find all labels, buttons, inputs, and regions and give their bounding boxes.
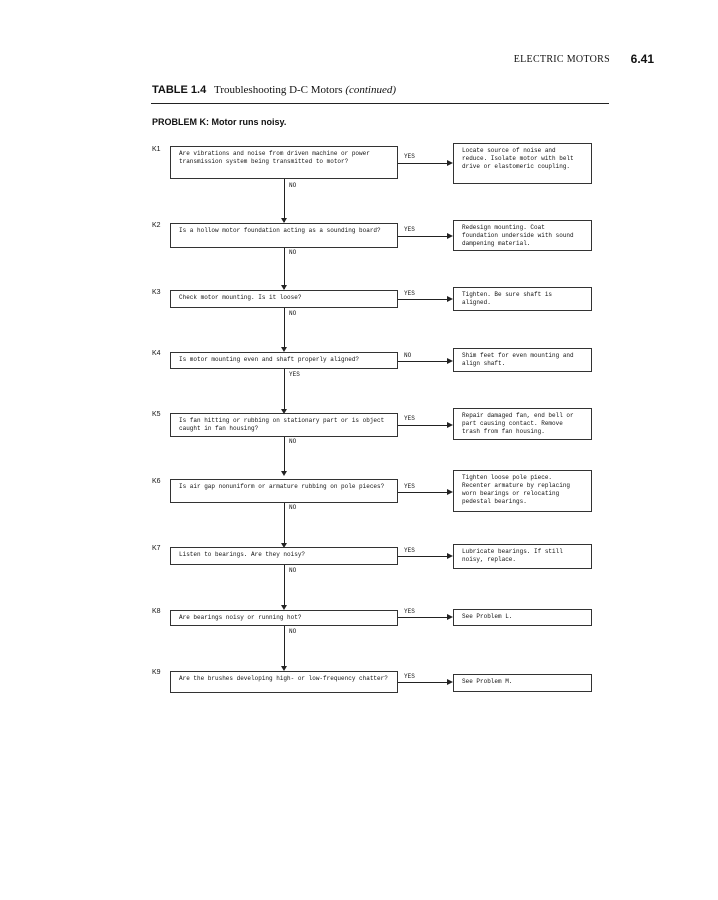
page-number: 6.41: [630, 52, 654, 66]
question-box: [170, 352, 398, 369]
action-box: [453, 674, 592, 692]
question-box: [170, 223, 398, 248]
connector: [284, 437, 285, 474]
action-text: Locate source of noise and reduce. Isolate motor with belt drive or elastomeric coupling.: [462, 147, 574, 170]
action-text: Shim feet for even mounting and align shaft.: [462, 352, 574, 367]
connector: [398, 163, 448, 164]
action-box: [453, 470, 592, 512]
question-box: [170, 671, 398, 693]
step-id: K1: [152, 146, 161, 153]
connector: [398, 425, 448, 426]
action-box: [453, 220, 592, 251]
running-title: ELECTRIC MOTORS: [513, 54, 610, 65]
step-id: K6: [152, 478, 161, 485]
next-label: NO: [289, 182, 297, 189]
step-id: K2: [152, 222, 161, 229]
connector: [398, 492, 448, 493]
action-box: [453, 609, 592, 626]
question-box: [170, 290, 398, 308]
question-text: Listen to bearings. Are they noisy?: [179, 551, 306, 558]
table-title: [214, 84, 396, 96]
problem-heading: PROBLEM K: Motor runs noisy.: [152, 117, 287, 127]
connector: [398, 617, 448, 618]
connector: [284, 503, 285, 546]
connector: [398, 299, 448, 300]
connector: [284, 248, 285, 289]
question-text: Is motor mounting even and shaft properly aligned?: [179, 356, 360, 363]
next-label: YES: [289, 371, 300, 378]
step-id: K3: [152, 289, 161, 296]
branch-label: YES: [404, 290, 415, 297]
action-box: [453, 408, 592, 440]
connector: [398, 682, 448, 683]
next-label: NO: [289, 438, 297, 445]
question-box: [170, 610, 398, 626]
branch-label: YES: [404, 226, 415, 233]
table-title-suffix: (continued): [345, 84, 397, 96]
question-text: Are vibrations and noise from driven machine or power transmission system being transmitted to motor?: [179, 150, 370, 165]
question-box: [170, 547, 398, 565]
connector: [398, 556, 448, 557]
branch-label: NO: [404, 352, 412, 359]
branch-label: YES: [404, 153, 415, 160]
connector: [284, 179, 285, 222]
question-text: Is fan hitting or rubbing on stationary part or is object caught in fan housing?: [179, 417, 385, 432]
step-id: K4: [152, 350, 161, 357]
next-label: NO: [289, 628, 297, 635]
question-box: [170, 146, 398, 179]
branch-label: YES: [404, 673, 415, 680]
question-box: [170, 479, 398, 503]
question-text: Is a hollow motor foundation acting as a sounding board?: [179, 227, 381, 234]
action-text: Tighten loose pole piece. Recenter armature by replacing worn bearings or relocating pedestal bearings.: [462, 474, 571, 505]
step-id: K5: [152, 411, 161, 418]
action-text: Tighten. Be sure shaft is aligned.: [462, 291, 553, 306]
action-box: [453, 544, 592, 569]
connector: [398, 361, 448, 362]
step-id: K7: [152, 545, 161, 552]
action-box: [453, 348, 592, 372]
connector: [398, 236, 448, 237]
branch-label: YES: [404, 608, 415, 615]
next-label: NO: [289, 249, 297, 256]
question-text: Are bearings noisy or running hot?: [179, 614, 302, 621]
question-text: Are the brushes developing high- or low-frequency chatter?: [179, 675, 388, 682]
arrow: [281, 471, 287, 476]
question-text: Check motor mounting. Is it loose?: [179, 294, 302, 301]
question-text: Is air gap nonuniform or armature rubbing on pole pieces?: [179, 483, 385, 490]
action-text: See Problem M.: [462, 678, 513, 685]
action-text: Repair damaged fan, end bell or part causing contact. Remove trash from fan housing.: [462, 412, 574, 435]
connector: [284, 308, 285, 350]
branch-label: YES: [404, 547, 415, 554]
question-box: [170, 413, 398, 437]
action-text: Lubricate bearings. If still noisy, replace.: [462, 548, 563, 563]
step-id: K9: [152, 669, 161, 676]
branch-label: YES: [404, 415, 415, 422]
action-text: Redesign mounting. Coat foundation underside with sound dampening material.: [462, 224, 574, 247]
step-id: K8: [152, 608, 161, 615]
table-title-text: Troubleshooting D-C Motors: [214, 84, 343, 96]
action-box: [453, 143, 592, 184]
branch-label: YES: [404, 483, 415, 490]
connector: [284, 626, 285, 669]
header-rule: [151, 103, 609, 104]
connector: [284, 369, 285, 412]
connector: [284, 565, 285, 608]
next-label: NO: [289, 310, 297, 317]
action-text: See Problem L.: [462, 613, 513, 620]
action-box: [453, 287, 592, 311]
next-label: NO: [289, 504, 297, 511]
table-label: TABLE 1.4: [152, 84, 207, 96]
next-label: NO: [289, 567, 297, 574]
